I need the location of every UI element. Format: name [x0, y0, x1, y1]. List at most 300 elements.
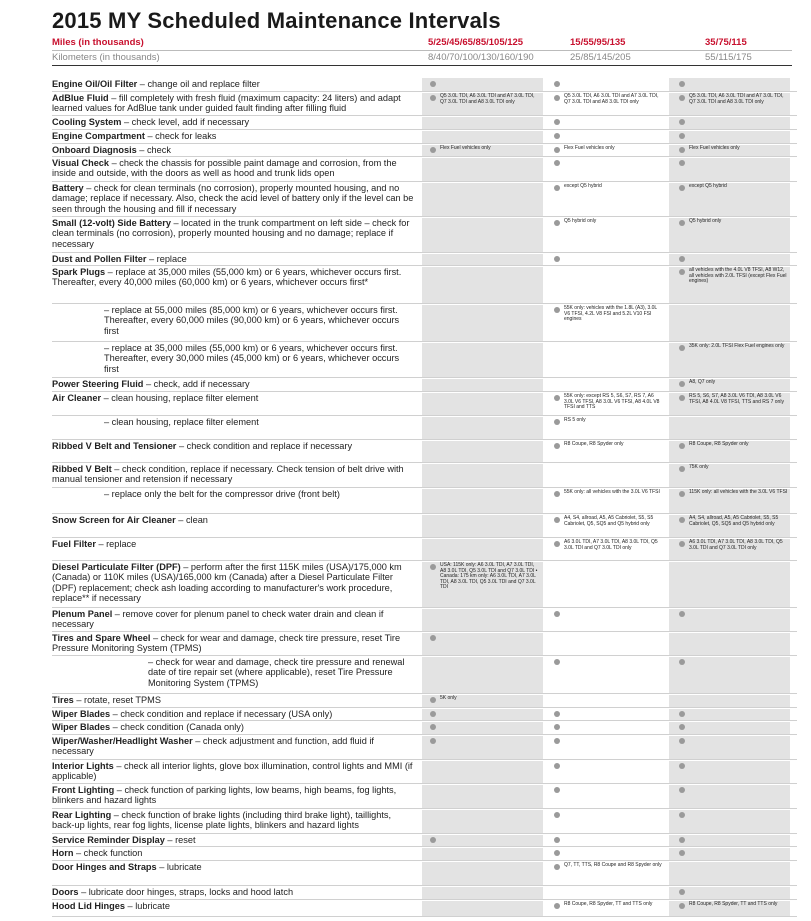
service-dot-icon — [554, 659, 560, 665]
table-row — [52, 760, 797, 785]
table-row — [52, 116, 797, 131]
task-detail: – reset — [164, 835, 196, 845]
service-dot-icon — [430, 711, 436, 717]
interval-cell-3 — [679, 344, 799, 351]
interval-cell-1 — [430, 836, 550, 843]
interval-cell-2 — [554, 159, 674, 166]
service-dot-icon — [679, 443, 685, 449]
interval-note: 75K only — [689, 464, 709, 470]
task-label: Horn — [52, 848, 74, 858]
interval-cell-3 — [679, 762, 799, 769]
service-dot-icon — [554, 812, 560, 818]
interval-note: Q7, TT, TTS, R8 Coupe and R8 Spyder only — [564, 862, 662, 868]
interval-note: Flex Fuel vehicles only — [440, 145, 491, 151]
interval-cell-2 — [554, 146, 674, 153]
service-dot-icon — [554, 220, 560, 226]
table-row — [52, 514, 797, 539]
task-description — [52, 79, 414, 89]
service-dot-icon — [679, 659, 685, 665]
task-detail: – replace at 55,000 miles (85,000 km) or 6 years, whichever occurs first. Thereafter, every 60,000 miles (90,000 km) or 6 years, whichever occurs first — [104, 305, 400, 336]
task-detail: – lubricate — [124, 901, 170, 911]
service-dot-icon — [554, 160, 560, 166]
task-description — [52, 887, 414, 897]
interval-note: A4, S4, allroad, A5, A5 Cabriolet, S5, S5 Cabriolet, Q5, SQ5 and Q5 hybrid only — [689, 515, 779, 527]
interval-note: 35K only: 2.0L TFSI Flex Fuel engines only — [689, 343, 785, 349]
service-dot-icon — [679, 381, 685, 387]
interval-cell-2 — [554, 811, 674, 818]
interval-cell-3 — [679, 786, 799, 793]
interval-cell-2 — [554, 836, 674, 843]
task-label: Plenum Panel — [52, 609, 113, 619]
table-row — [52, 217, 797, 254]
task-label: Cooling System — [52, 117, 122, 127]
interval-cell-2 — [554, 610, 674, 617]
service-dot-icon — [679, 837, 685, 843]
interval-cell-1 — [430, 94, 550, 105]
miles-col-2: 15/55/95/135 — [570, 37, 626, 48]
interval-cell-1 — [430, 696, 550, 703]
interval-cell-1 — [430, 737, 550, 744]
task-description — [52, 736, 414, 757]
table-row — [52, 608, 797, 633]
interval-note: 55K only: except RS 5, S6, S7, RS 7, A6 3.0L V6 TFSI, A8 3.0L V6 TFSI, A8 4.0L V8 TFSI and TTS — [564, 393, 660, 411]
table-row — [52, 694, 797, 709]
interval-cell-3 — [679, 836, 799, 843]
service-dot-icon — [554, 395, 560, 401]
service-dot-icon — [679, 345, 685, 351]
interval-cell-2 — [554, 418, 674, 425]
table-row — [52, 538, 797, 562]
task-description — [52, 848, 414, 858]
service-dot-icon — [554, 81, 560, 87]
task-detail: – clean housing, replace filter element — [101, 393, 259, 403]
service-dot-icon — [554, 738, 560, 744]
interval-note: Flex Fuel vehicles only — [689, 145, 740, 151]
miles-col-3: 35/75/115 — [705, 37, 747, 48]
task-detail: – check for clean terminals (no corrosion), properly mounted housing, and no damage; replace if necessary. Also, check the acid level of battery only if the level can be seen through the housing and fill if necessary — [52, 183, 414, 214]
interval-cell-2 — [554, 658, 674, 665]
interval-cell-2 — [554, 219, 674, 226]
task-description — [52, 267, 414, 288]
task-label: Front Lighting — [52, 785, 115, 795]
task-label: Spark Plugs — [52, 267, 106, 277]
task-label: AdBlue Fluid — [52, 93, 109, 103]
service-dot-icon — [679, 787, 685, 793]
service-dot-icon — [430, 697, 436, 703]
interval-cell-1 — [430, 634, 550, 641]
task-label: Air Cleaner — [52, 393, 102, 403]
km-col-1: 8/40/70/100/130/160/190 — [428, 52, 534, 63]
interval-cell-3 — [679, 710, 799, 717]
task-detail: – remove cover for plenum panel to check water drain and clean if necessary — [52, 609, 384, 630]
service-dot-icon — [554, 307, 560, 313]
interval-note: 55K only: vehicles with the 1.8L (A3), 3.0L V6 TFSI, 4.2L V8 FSI and 5.2L V10 FSI engines — [564, 305, 658, 323]
interval-cell-3 — [679, 268, 799, 285]
service-dot-icon — [679, 850, 685, 856]
table-row — [52, 266, 797, 305]
task-detail: – check condition, replace if necessary. Check tension of belt drive with manual tensioner and retension if necessary — [52, 464, 404, 485]
task-label: Ribbed V Belt — [52, 464, 112, 474]
service-dot-icon — [679, 541, 685, 547]
task-description — [52, 464, 414, 485]
task-label: Dust and Pollen Filter — [52, 254, 147, 264]
service-dot-icon — [679, 611, 685, 617]
service-dot-icon — [430, 564, 436, 570]
task-label: Wiper Blades — [52, 722, 111, 732]
task-description — [52, 305, 414, 336]
interval-cell-1 — [430, 723, 550, 730]
service-dot-icon — [430, 147, 436, 153]
interval-note: Q5 3.0L TDI, A6 3.0L TDI and A7 3.0L TDI, Q7 3.0L TDI and A8 3.0L TDI only — [564, 93, 659, 105]
task-label: Small (12-volt) Side Battery — [52, 218, 171, 228]
task-label: Battery — [52, 183, 84, 193]
task-label: Onboard Diagnosis — [52, 145, 137, 155]
task-description — [52, 393, 414, 403]
interval-cell-2 — [554, 863, 674, 870]
service-dot-icon — [679, 81, 685, 87]
task-description — [52, 810, 414, 831]
task-detail: – replace at 35,000 miles (55,000 km) or 6 years, whichever occurs first. Thereafter, every 30,000 miles (45,000 km) or 6 years, whichever occurs first — [104, 343, 400, 374]
task-label: Engine Oil/Oil Filter — [52, 79, 138, 89]
service-dot-icon — [554, 185, 560, 191]
service-dot-icon — [679, 119, 685, 125]
service-dot-icon — [554, 711, 560, 717]
page-title: 2015 MY Scheduled Maintenance Intervals — [52, 8, 501, 33]
table-row — [52, 342, 797, 379]
table-row — [52, 92, 797, 117]
interval-cell-2 — [554, 94, 674, 105]
task-label: Ribbed V Belt and Tensioner — [52, 441, 177, 451]
interval-cell-3 — [679, 118, 799, 125]
service-dot-icon — [679, 269, 685, 275]
task-detail: – check condition and replace if necessary (USA only) — [110, 709, 333, 719]
service-dot-icon — [679, 147, 685, 153]
service-dot-icon — [679, 903, 685, 909]
task-label: Tires — [52, 695, 74, 705]
task-description — [52, 93, 414, 114]
interval-cell-3 — [679, 723, 799, 730]
service-dot-icon — [554, 864, 560, 870]
task-description — [52, 117, 414, 127]
interval-note: except Q5 hybrid — [689, 183, 727, 189]
service-dot-icon — [679, 517, 685, 523]
task-label: Snow Screen for Air Cleaner — [52, 515, 176, 525]
task-detail: – check for wear and damage, check tire pressure and renewal date of tire repair set (where applicable), reset Tire Pressure Monitoring System (TPMS) — [148, 657, 405, 688]
task-detail: – lubricate door hinges, straps, locks and hood latch — [78, 887, 294, 897]
table-row — [52, 656, 797, 695]
task-label: Hood Lid Hinges — [52, 901, 125, 911]
interval-note: Q5 3.0L TDI, A6 3.0L TDI and A7 3.0L TDI, Q7 3.0L TDI and A8 3.0L TDI only — [440, 93, 535, 105]
task-description — [52, 862, 414, 872]
service-dot-icon — [679, 491, 685, 497]
service-dot-icon — [679, 711, 685, 717]
interval-note: R8 Coupe, R8 Spyder only — [564, 441, 624, 447]
task-label: Interior Lights — [52, 761, 114, 771]
interval-note: RS 5, S6, S7, A8 3.0L V6 TDI, A8 3.0L V6 TFSI, A8 4.0L V8 TFSI, TTS and RS 7 only — [689, 393, 784, 405]
km-label: Kilometers (in thousands) — [52, 52, 160, 63]
task-description — [52, 489, 414, 499]
service-dot-icon — [554, 147, 560, 153]
interval-note: R8 Coupe, R8 Spyder, TT and TTS only — [689, 901, 778, 907]
interval-note: Q5 3.0L TDI, A6 3.0L TDI and A7 3.0L TDI, Q7 3.0L TDI and A8 3.0L TDI only — [689, 93, 784, 105]
task-description — [52, 254, 414, 264]
table-row — [52, 721, 797, 736]
task-detail: – replace — [146, 254, 187, 264]
interval-cell-3 — [679, 849, 799, 856]
table-row — [52, 900, 797, 918]
interval-note: Q5 hybrid only — [564, 218, 597, 224]
interval-note: 5K only — [440, 695, 457, 701]
table-row — [52, 809, 797, 835]
service-dot-icon — [679, 185, 685, 191]
task-description — [52, 695, 414, 705]
task-description — [52, 609, 414, 630]
interval-cell-2 — [554, 540, 674, 551]
service-dot-icon — [554, 787, 560, 793]
interval-cell-3 — [679, 540, 799, 551]
interval-cell-3 — [679, 442, 799, 449]
task-detail: – perform after the first 115K miles (USA)/175,000 km (Canada) or 110K miles (USA)/165,000 km (Canada) after a Diesel Particulate Filter (DPF) replacement; check ash loading according to manufacturer's work procedure, replace** if necessary — [52, 562, 402, 604]
task-label: Fuel Filter — [52, 539, 96, 549]
interval-cell-2 — [554, 306, 674, 323]
task-detail: – check — [136, 145, 171, 155]
table-row — [52, 834, 797, 848]
interval-cell-1 — [430, 710, 550, 717]
interval-note: R8 Coupe, R8 Spyder only — [689, 441, 749, 447]
service-dot-icon — [430, 95, 436, 101]
task-description — [52, 183, 414, 214]
service-dot-icon — [554, 443, 560, 449]
table-row — [52, 253, 797, 267]
task-label: Engine Compartment — [52, 131, 145, 141]
km-col-3: 55/115/175 — [705, 52, 752, 63]
service-dot-icon — [679, 256, 685, 262]
service-dot-icon — [554, 517, 560, 523]
task-description — [52, 835, 414, 845]
interval-cell-3 — [679, 80, 799, 87]
table-row — [52, 886, 797, 901]
interval-cell-2 — [554, 394, 674, 411]
interval-cell-2 — [554, 184, 674, 191]
miles-header-row — [52, 36, 792, 51]
task-detail: – replace — [95, 539, 137, 549]
service-dot-icon — [430, 81, 436, 87]
service-dot-icon — [554, 419, 560, 425]
service-dot-icon — [679, 466, 685, 472]
interval-cell-3 — [679, 658, 799, 665]
table-row — [52, 561, 797, 609]
task-detail: – replace at 35,000 miles (55,000 km) or 6 years, whichever occurs first. Thereafter, every 40,000 miles (60,000 km) or 6 years, whichever occurs first* — [52, 267, 402, 288]
service-dot-icon — [679, 160, 685, 166]
task-description — [52, 515, 414, 525]
interval-cell-2 — [554, 442, 674, 449]
interval-note: Q5 hybrid only — [689, 218, 722, 224]
service-dot-icon — [554, 256, 560, 262]
interval-note: A8, Q7 only — [689, 379, 716, 385]
service-dot-icon — [679, 95, 685, 101]
interval-note: A6 3.0L TDI, A7 3.0L TDI, A8 3.0L TDI, Q5 3.0L TDI and Q7 3.0L TDI only — [564, 539, 658, 551]
task-description — [52, 761, 414, 782]
table-row — [52, 416, 797, 441]
interval-cell-1 — [430, 146, 550, 153]
task-description — [52, 131, 414, 141]
task-detail: – check all interior lights, glove box illumination, control lights and MMI (if applicable) — [52, 761, 413, 782]
interval-cell-2 — [554, 132, 674, 139]
interval-note: USA: 115K only: A6 3.0L TDI, A7 3.0L TDI, A8 3.0L TDI, Q5 3.0L TDI and Q7 3.0L TDI • Canada: 175 km only: A6 3.0L TDI, A7 3.0L TDI, A8 3.0L TDI, Q5 3.0L TDI and Q7 3.0L TDI — [440, 562, 538, 591]
service-dot-icon — [554, 491, 560, 497]
interval-cell-2 — [554, 710, 674, 717]
task-label: Diesel Particulate Filter (DPF) — [52, 562, 181, 572]
task-detail: – located in the trunk compartment on left side – check for clean terminals (no corrosion), properly mounted housing and no damage; replace if necessary — [52, 218, 410, 249]
interval-note: 55K only: all vehicles with the 3.0L V6 TFSI — [564, 489, 660, 495]
task-description — [52, 218, 414, 249]
table-row — [52, 463, 797, 489]
task-detail: – check condition (Canada only) — [110, 722, 244, 732]
table-row — [52, 378, 797, 393]
task-label: Tires and Spare Wheel — [52, 633, 151, 643]
service-dot-icon — [430, 724, 436, 730]
service-dot-icon — [679, 763, 685, 769]
interval-note: except Q5 hybrid — [564, 183, 602, 189]
interval-cell-3 — [679, 94, 799, 105]
task-label: Rear Lighting — [52, 810, 112, 820]
service-dot-icon — [554, 119, 560, 125]
task-description — [52, 901, 414, 911]
table-row — [52, 182, 797, 218]
interval-cell-2 — [554, 516, 674, 527]
interval-note: RS 5 only — [564, 417, 586, 423]
task-detail: – fill completely with fresh fluid (maximum capacity: 24 liters) and adapt learned values for AdBlue tank under guided fault finding after filling fluid — [52, 93, 401, 114]
maintenance-table — [52, 78, 797, 917]
table-row — [52, 784, 797, 810]
interval-cell-3 — [679, 902, 799, 909]
task-detail: – lubricate — [156, 862, 202, 872]
task-detail: – change oil and replace filter — [137, 79, 260, 89]
km-header-row — [52, 51, 792, 66]
interval-cell-2 — [554, 849, 674, 856]
service-dot-icon — [554, 903, 560, 909]
task-detail: – rotate, reset TPMS — [73, 695, 161, 705]
table-row — [52, 735, 797, 761]
interval-cell-2 — [554, 118, 674, 125]
task-label: Wiper Blades — [52, 709, 111, 719]
task-detail: – check for leaks — [144, 131, 217, 141]
interval-cell-3 — [679, 219, 799, 226]
task-detail: – check adjustment and function, add fluid if necessary — [52, 736, 374, 757]
table-row — [52, 861, 797, 887]
task-detail: – check function of brake lights (including third brake light), taillights, back-up lights, rear fog lights, license plate lights, blinkers and hazard lights — [52, 810, 392, 831]
interval-note: Flex Fuel vehicles only — [564, 145, 615, 151]
task-description — [52, 633, 414, 654]
interval-cell-3 — [679, 380, 799, 387]
task-description — [52, 343, 414, 374]
service-dot-icon — [430, 738, 436, 744]
service-dot-icon — [554, 763, 560, 769]
service-dot-icon — [554, 133, 560, 139]
table-row — [52, 392, 797, 417]
table-row — [52, 78, 797, 93]
interval-note: R8 Coupe, R8 Spyder, TT and TTS only — [564, 901, 653, 907]
service-dot-icon — [679, 724, 685, 730]
interval-cell-2 — [554, 902, 674, 909]
task-label: Doors — [52, 887, 79, 897]
table-row — [52, 632, 797, 657]
service-dot-icon — [430, 837, 436, 843]
interval-cell-2 — [554, 723, 674, 730]
interval-cell-3 — [679, 184, 799, 191]
service-dot-icon — [554, 611, 560, 617]
interval-cell-3 — [679, 737, 799, 744]
task-description — [52, 379, 414, 389]
interval-cell-2 — [554, 80, 674, 87]
table-row — [52, 130, 797, 145]
service-dot-icon — [430, 635, 436, 641]
table-row — [52, 157, 797, 183]
service-dot-icon — [554, 850, 560, 856]
interval-cell-3 — [679, 394, 799, 405]
service-dot-icon — [554, 541, 560, 547]
service-dot-icon — [679, 812, 685, 818]
table-row — [52, 144, 797, 158]
interval-cell-3 — [679, 888, 799, 895]
interval-cell-3 — [679, 132, 799, 139]
task-description — [52, 441, 414, 451]
task-detail: – check function — [73, 848, 143, 858]
interval-cell-2 — [554, 255, 674, 262]
row-divider — [52, 916, 797, 917]
task-description — [52, 145, 414, 155]
km-col-2: 25/85/145/205 — [570, 52, 631, 63]
table-row — [52, 304, 797, 343]
task-detail: – check level, add if necessary — [121, 117, 250, 127]
task-label: Service Reminder Display — [52, 835, 165, 845]
interval-cell-1 — [430, 563, 550, 591]
service-dot-icon — [679, 889, 685, 895]
task-detail: – clean — [175, 515, 208, 525]
task-description — [52, 158, 414, 179]
service-dot-icon — [679, 220, 685, 226]
interval-cell-3 — [679, 146, 799, 153]
service-dot-icon — [679, 738, 685, 744]
interval-cell-3 — [679, 610, 799, 617]
task-description — [52, 709, 414, 719]
task-description — [52, 657, 414, 688]
table-row — [52, 847, 797, 862]
service-dot-icon — [554, 724, 560, 730]
interval-note: all vehicles with the 4.0L V8 TFSI, A8 W12, all vehicles with 2.0L TFSI (except Flex Fuel engines) — [689, 267, 787, 285]
task-detail: – clean housing, replace filter element — [104, 417, 259, 427]
task-detail: – check the chassis for possible paint damage and corrosion, from the inside and outside, with the doors as well as hood and trunk lids open — [52, 158, 397, 179]
task-detail: – check, add if necessary — [143, 379, 250, 389]
interval-note: A4, S4, allroad, A5, A5 Cabriolet, S5, S5 Cabriolet, Q5, SQ5 and Q5 hybrid only — [564, 515, 654, 527]
task-description — [52, 539, 414, 549]
task-description — [52, 562, 414, 604]
interval-cell-3 — [679, 490, 799, 497]
table-row — [52, 708, 797, 722]
interval-cell-3 — [679, 159, 799, 166]
service-dot-icon — [554, 837, 560, 843]
interval-cell-2 — [554, 490, 674, 497]
task-detail: – check function of parking lights, low beams, high beams, fog lights, blinkers and hazard lights — [52, 785, 397, 806]
task-description — [52, 785, 414, 806]
interval-cell-3 — [679, 811, 799, 818]
interval-cell-3 — [679, 465, 799, 472]
miles-col-1: 5/25/45/65/85/105/125 — [428, 37, 524, 48]
interval-note: 115K only: all vehicles with the 3.0L V6 TFSI — [689, 489, 788, 495]
task-description — [52, 722, 414, 732]
task-description — [52, 417, 414, 427]
service-dot-icon — [679, 395, 685, 401]
